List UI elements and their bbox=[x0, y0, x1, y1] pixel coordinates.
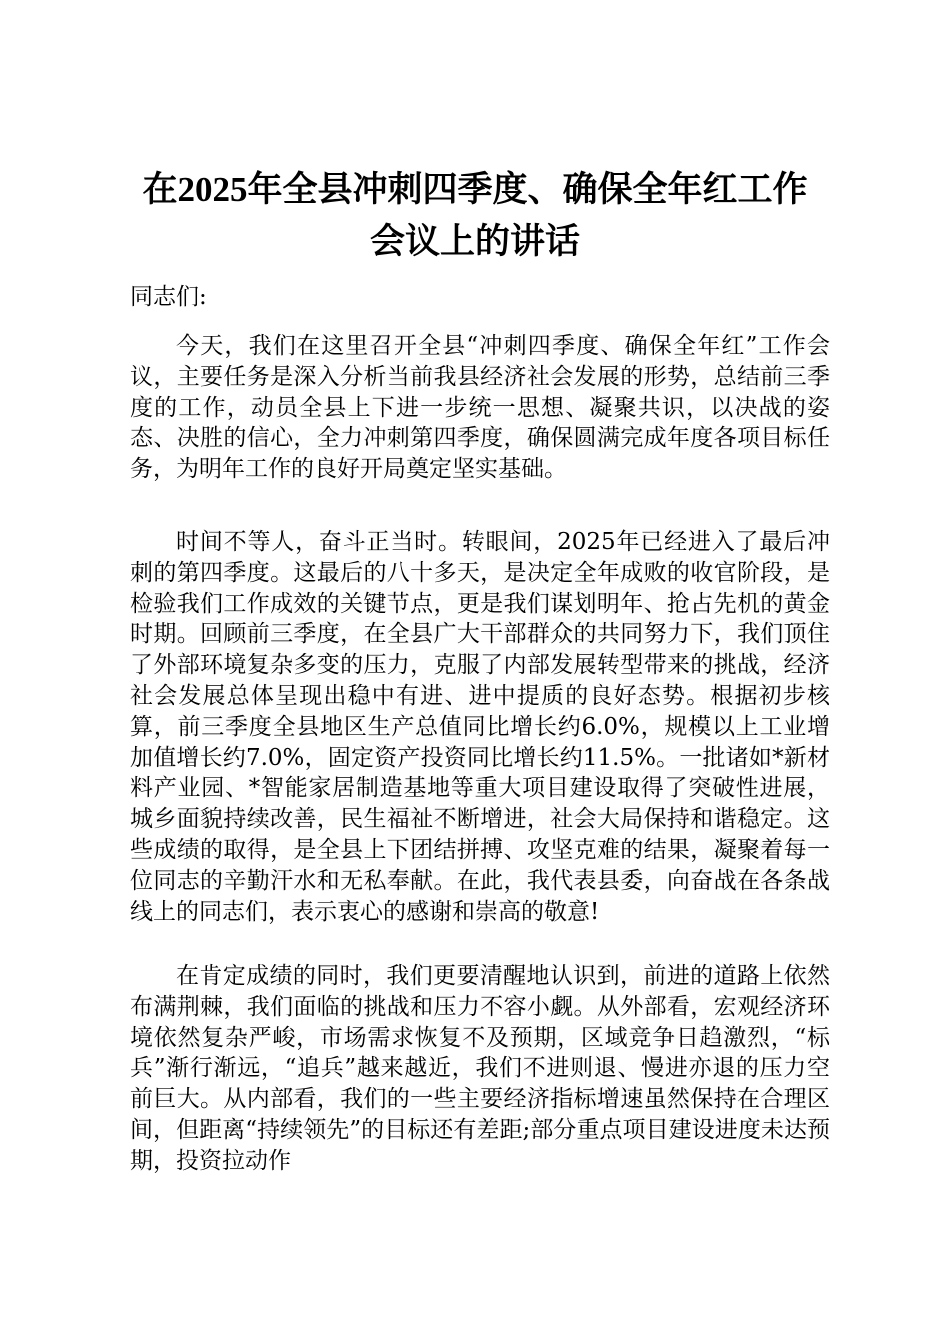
paragraph-opening: 今天，我们在这里召开全县“冲刺四季度、确保全年红”工作会议，主要任务是深入分析当前我县经济社会发展的形势，总结前三季度的工作，动员全县上下进一步统一思想、凝聚共识，以决战的姿态、决胜的信心，全力冲刺第四季度，确保圆满完成年度各项目标任务，为明年工作的良好开局奠定坚实基础。 bbox=[130, 333, 830, 483]
paragraph-review: 时间不等人，奋斗正当时。转眼间，2025年已经进入了最后冲刺的第四季度。这最后的八十多天，是决定全年成败的收官阶段，是检验我们工作成效的关键节点，更是我们谋划明年、抢占先机的黄金时期。回顾前三季度，在全县广大干部群众的共同努力下，我们顶住了外部环境复杂多变的压力，克服了内部发展转型带来的挑战，经济社会发展总体呈现出稳中有进、进中提质的良好态势。根据初步核算，前三季度全县地区生产总值同比增长约6.0%，规模以上工业增加值增长约7.0%，固定资产投资同比增长约11.5%。一批诸如*新材料产业园、*智能家居制造基地等重大项目建设取得了突破性进展，城乡面貌持续改善，民生福祉不断增进，社会大局保持和谐稳定。这些成绩的取得，是全县上下团结拼搏、攻坚克难的结果，凝聚着每一位同志的辛勤汗水和无私奉献。在此，我代表县委，向奋战在各条战线上的同志们，表示衷心的感谢和崇高的敬意! bbox=[130, 529, 830, 925]
title-year: 2025 bbox=[177, 170, 248, 209]
speech-title-line-2: 会议上的讲话 bbox=[369, 221, 580, 262]
paragraph-challenges: 在肯定成绩的同时，我们更要清醒地认识到，前进的道路上依然布满荆棘，我们面临的挑战和压力不容小觑。从外部看，宏观经济环境依然复杂严峻，市场需求恢复不及预期，区域竞争日趋激烈，“标兵”渐行渐远，“追兵”越来越近，我们不进则退、慢进亦退的压力空前巨大。从内部看，我们的一些主要经济指标增速虽然保持在合理区间，但距离“持续领先”的目标还有差距;部分重点项目建设进度未达预期，投资拉动作 bbox=[130, 963, 830, 1174]
title-prefix: 在 bbox=[142, 169, 178, 210]
speech-title-line-1 bbox=[100, 166, 850, 214]
title-suffix: 年全县冲刺四季度、确保全年红工作 bbox=[247, 169, 808, 210]
salutation: 同志们: bbox=[130, 284, 207, 310]
